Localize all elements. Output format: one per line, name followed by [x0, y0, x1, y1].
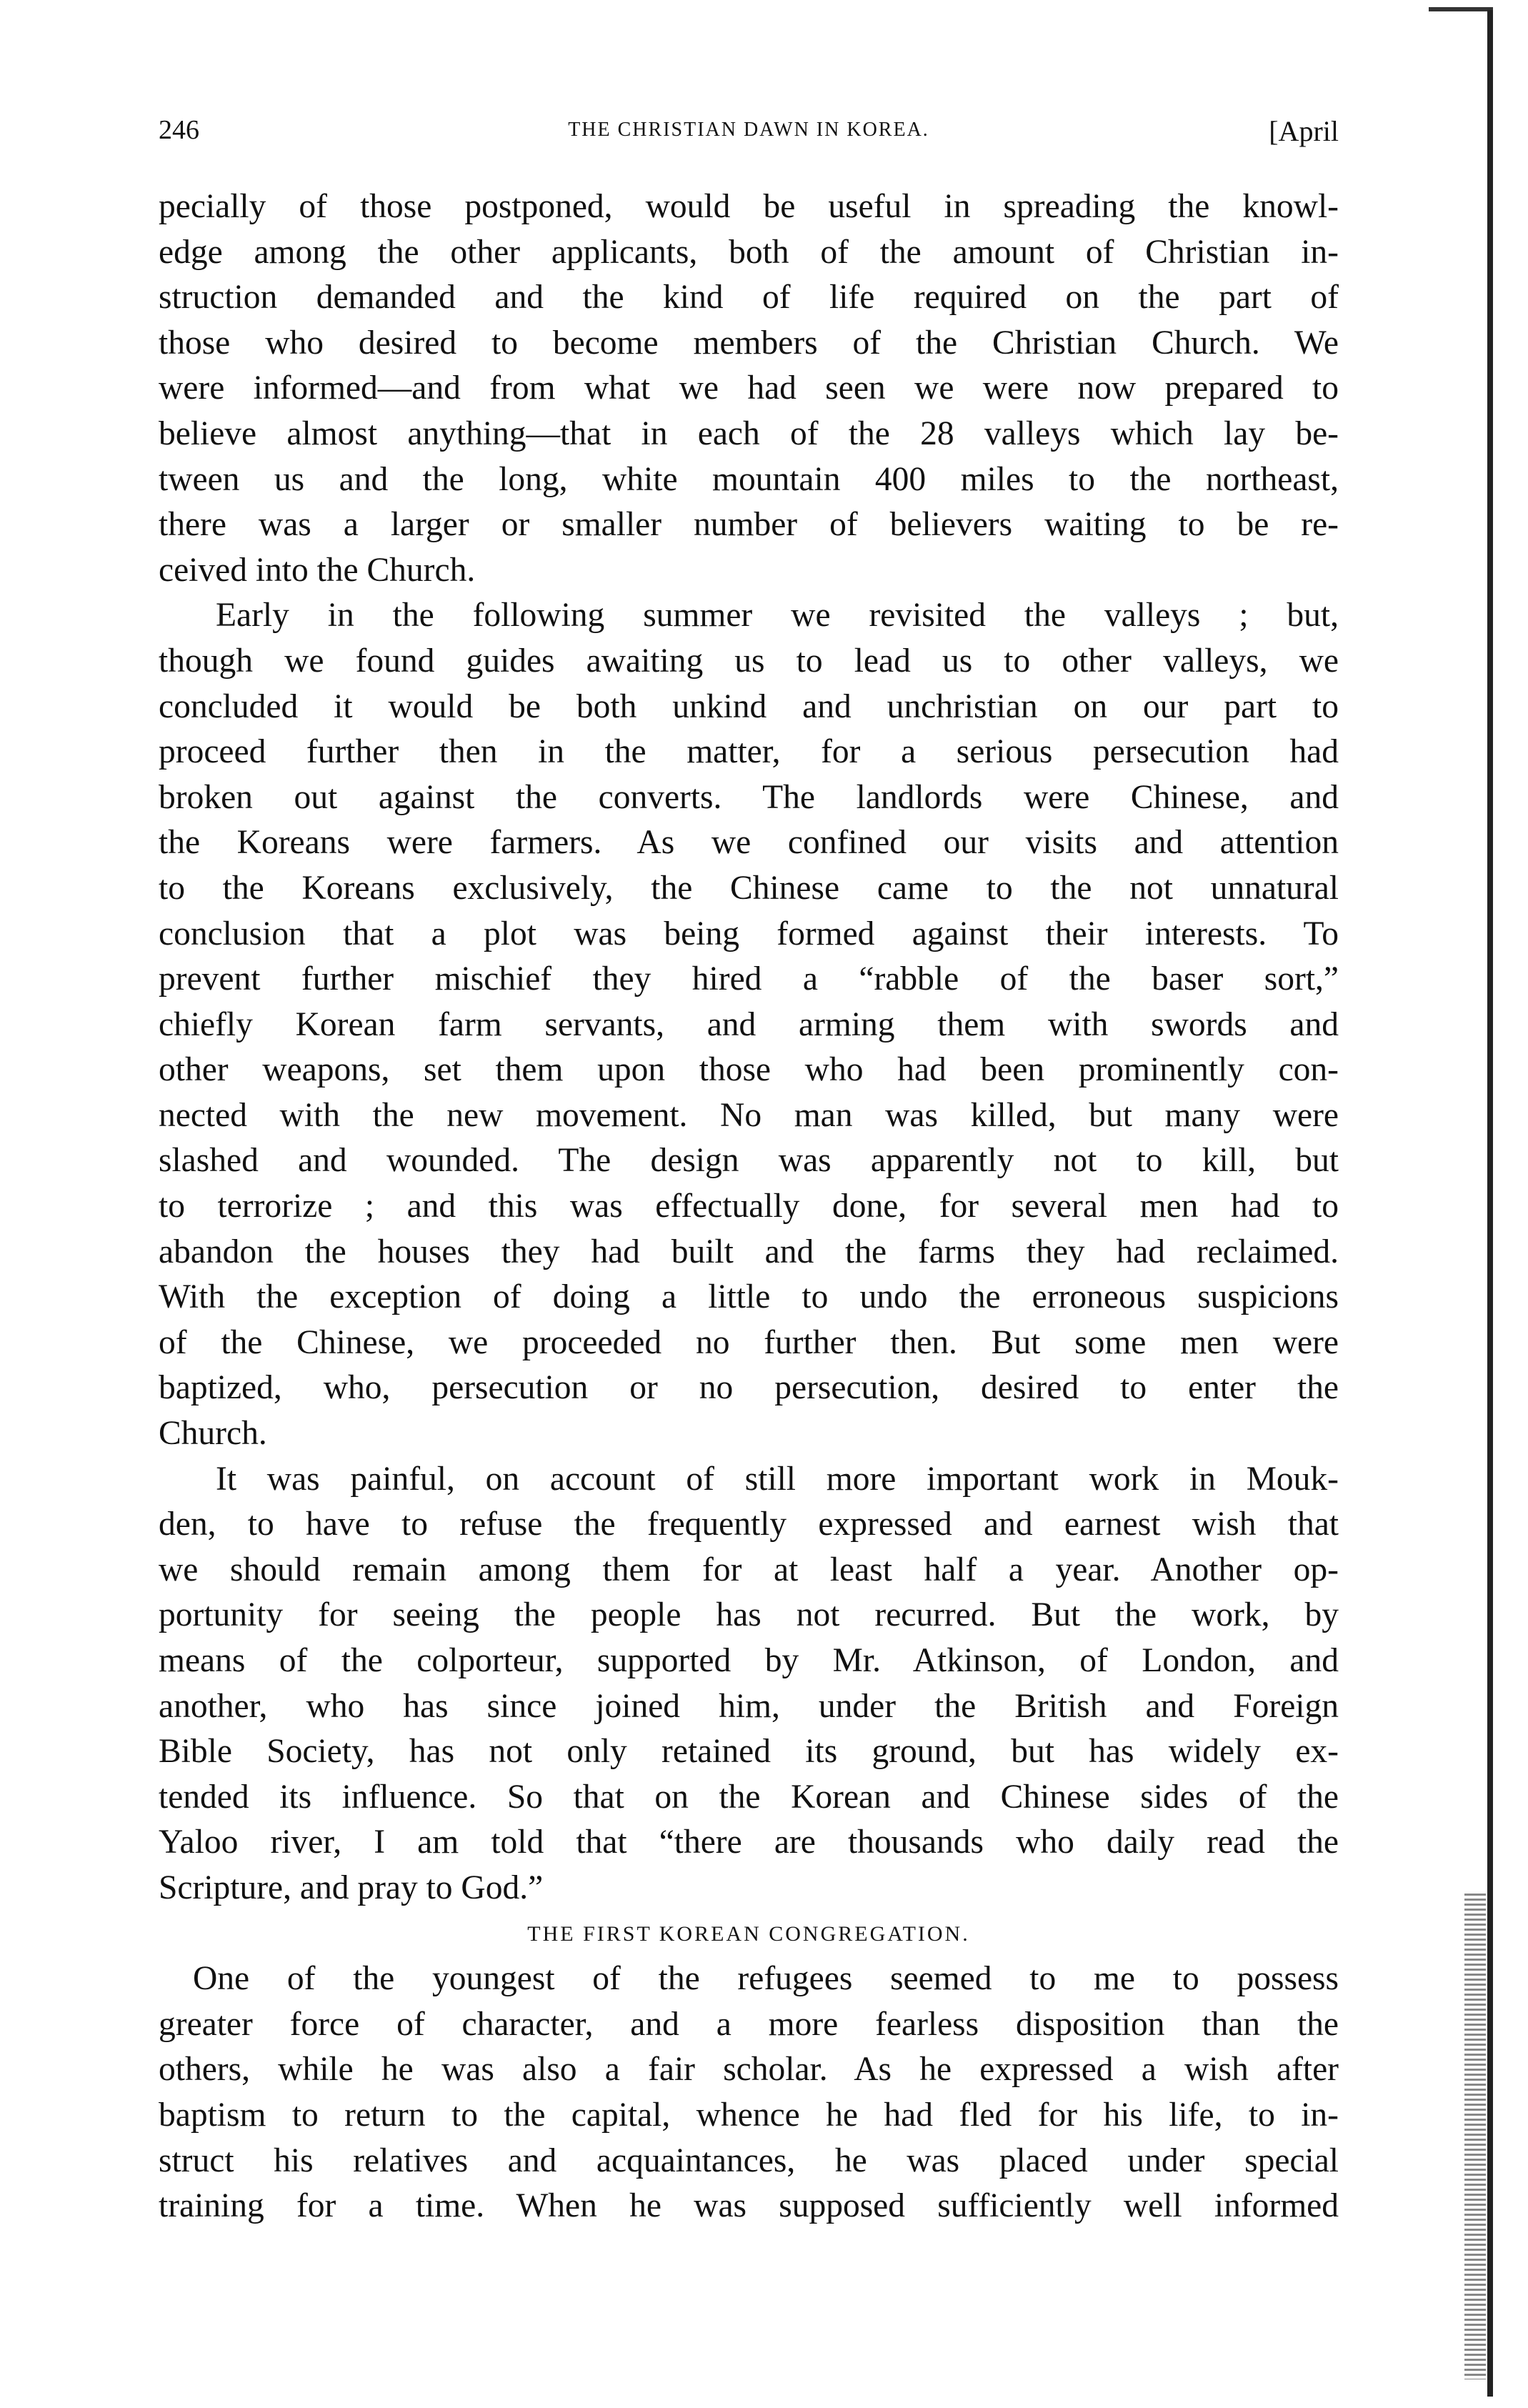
- text-line: others, while he was also a fair scholar. As he expressed a wish after: [159, 2051, 1339, 2089]
- text-line: were informed—and from what we had seen we were now prepared to: [159, 369, 1339, 407]
- text-line: Scripture, and pray to God.”: [159, 1869, 544, 1906]
- running-title: THE CHRISTIAN DAWN IN KOREA.: [568, 119, 929, 141]
- text-line: training for a time. When he was supposed sufficiently well informed: [159, 2187, 1339, 2225]
- text-line: proceed further then in the matter, for a serious persecution had: [159, 733, 1339, 771]
- text-line: though we found guides awaiting us to lead us to other valleys, we: [159, 642, 1339, 680]
- text-line: den, to have to refuse the frequently expressed and earnest wish that: [159, 1506, 1339, 1543]
- text-line: Early in the following summer we revisited the valleys ; but,: [216, 597, 1339, 635]
- text-line: of the Chinese, we proceeded no further then. But some men were: [159, 1323, 1339, 1361]
- page-edge-border: [1487, 10, 1493, 2397]
- text-line: the Koreans were farmers. As we confined our visits and attention: [159, 824, 1339, 862]
- text-line: tended its influence. So that on the Korean and Chinese sides of the: [159, 1778, 1339, 1816]
- text-line: believe almost anything—that in each of the 28 valleys which lay be-: [159, 414, 1339, 452]
- text-line: broken out against the converts. The landlords were Chinese, and: [159, 778, 1339, 816]
- text-line: struct his relatives and acquaintances, he was placed under special: [159, 2141, 1339, 2179]
- text-line: With the exception of doing a little to undo the erroneous suspicions: [159, 1278, 1339, 1316]
- page-edge-speckle: [1464, 1894, 1486, 2379]
- text-line: greater force of character, and a more fearless disposition than the: [159, 2005, 1339, 2043]
- text-line: pecially of those postponed, would be useful in spreading the knowl-: [159, 188, 1339, 225]
- text-line: to terrorize ; and this was effectually done, for several men had to: [159, 1188, 1339, 1225]
- text-line: baptized, who, persecution or no persecution, desired to enter the: [159, 1369, 1339, 1407]
- text-line: tween us and the long, white mountain 400 miles to the northeast,: [159, 460, 1339, 498]
- text-line: conclusion that a plot was being formed against their interests. To: [159, 915, 1339, 952]
- text-line: portunity for seeing the people has not recurred. But the work, by: [159, 1596, 1339, 1634]
- text-line: chiefly Korean farm servants, and arming them with swords and: [159, 1005, 1339, 1043]
- text-line: there was a larger or smaller number of believers waiting to be re-: [159, 506, 1339, 544]
- text-line: struction demanded and the kind of life required on the part of: [159, 279, 1339, 317]
- text-line: edge among the other applicants, both of the amount of Christian in-: [159, 233, 1339, 271]
- running-date: [April: [1269, 115, 1339, 147]
- text-line: other weapons, set them upon those who had been prominently con-: [159, 1051, 1339, 1089]
- page-number: 246: [159, 115, 199, 145]
- text-line: we should remain among them for at least half a year. Another op-: [159, 1551, 1339, 1588]
- text-line: slashed and wounded. The design was apparently not to kill, but: [159, 1142, 1339, 1180]
- page-edge-top: [1429, 7, 1493, 11]
- text-line: abandon the houses they had built and the farms they had reclaimed.: [159, 1233, 1339, 1270]
- text-line: another, who has since joined him, under the British and Foreign: [159, 1687, 1339, 1725]
- text-line: Yaloo river, I am told that “there are thousands who daily read the: [159, 1824, 1339, 1861]
- text-line: prevent further mischief they hired a “rabble of the baser sort,”: [159, 960, 1339, 998]
- section-heading: THE FIRST KOREAN CONGREGATION.: [527, 1921, 970, 1946]
- text-line: those who desired to become members of the Christian Church. We: [159, 324, 1339, 362]
- text-line: means of the colporteur, supported by Mr. Atkinson, of London, and: [159, 1642, 1339, 1679]
- text-line: baptism to return to the capital, whence he had fled for his life, to in-: [159, 2096, 1339, 2134]
- text-line: ceived into the Church.: [159, 551, 476, 589]
- text-line: It was painful, on account of still more important work in Mouk-: [216, 1460, 1339, 1498]
- text-line: nected with the new movement. No man was killed, but many were: [159, 1096, 1339, 1134]
- running-header: [159, 114, 1339, 157]
- text-line: Bible Society, has not only retained its ground, but has widely ex-: [159, 1733, 1339, 1771]
- text-line: to the Koreans exclusively, the Chinese came to the not unnatural: [159, 869, 1339, 907]
- body-text: [159, 184, 1339, 2229]
- text-line: concluded it would be both unkind and unchristian on our part to: [159, 687, 1339, 725]
- text-line: Church.: [159, 1415, 267, 1453]
- text-line: One of the youngest of the refugees seemed to me to possess: [193, 1960, 1339, 1998]
